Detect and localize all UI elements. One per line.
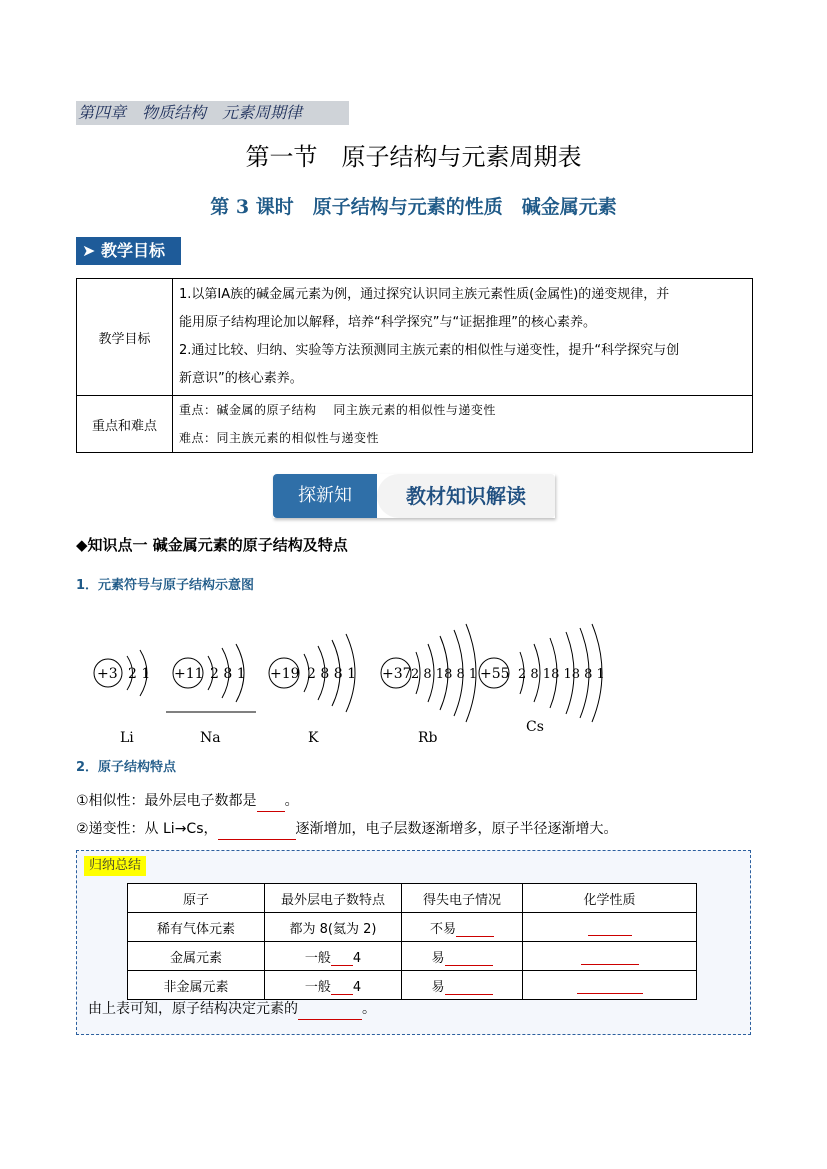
atom-k	[269, 634, 356, 746]
element-symbol: K	[308, 730, 319, 746]
feature-suffix: 4	[352, 979, 362, 995]
header-gain-loss: 得失电子情况	[402, 884, 523, 913]
conclusion-suffix: 。	[362, 1001, 376, 1017]
gradient-suffix: 逐渐增加，电子层数逐渐增多，原子半径逐渐增大。	[295, 821, 618, 837]
nucleus-charge: +37	[382, 666, 412, 682]
gain-loss-text: 易	[431, 950, 445, 966]
goals-label: 教学目标	[77, 279, 173, 396]
cell-feature	[265, 942, 402, 971]
cell-gain-loss	[402, 942, 523, 971]
gain-loss-text: 易	[431, 979, 445, 995]
nucleus-charge: +19	[270, 666, 300, 682]
answer-blank[interactable]	[298, 1003, 362, 1020]
similarity-prefix: ①相似性：最外层电子数都是	[76, 793, 257, 809]
header-feature: 最外层电子数特点	[265, 884, 402, 913]
knowledge-point-title: ◆知识点一 碱金属元素的原子结构及特点	[76, 536, 348, 554]
atom-rb	[381, 624, 477, 746]
cell-gain-loss	[402, 971, 523, 1000]
element-symbol: Rb	[418, 730, 438, 746]
nucleus-charge: +11	[174, 666, 204, 682]
nucleus-charge: +3	[97, 666, 118, 682]
element-symbol: Na	[200, 730, 221, 746]
answer-blank[interactable]	[445, 978, 493, 995]
objectives-table	[76, 278, 753, 453]
cell-atom: 稀有气体元素	[128, 913, 265, 942]
lesson-title: 第 3 课时 原子结构与元素的性质 碱金属元素	[210, 196, 617, 218]
atom-structure-diagram	[80, 618, 640, 758]
answer-blank[interactable]	[218, 823, 296, 840]
answer-blank[interactable]	[456, 920, 494, 937]
cell-atom: 非金属元素	[128, 971, 265, 1000]
difficulty-line: 难点：同主族元素的相似性与递变性	[179, 431, 380, 445]
feature-prefix: 一般	[304, 950, 331, 966]
electron-shells: 2 8 8 1	[307, 666, 356, 682]
goals-line: 新意识”的核心素养。	[179, 371, 303, 386]
banner-left-label: 探新知	[273, 474, 377, 518]
cell-feature: 都为 8(氦为 2)	[265, 913, 402, 942]
summary-conclusion	[88, 998, 376, 1020]
goals-line: 2.通过比较、归纳、实验等方法预测同主族元素的相似性与递变性，提升“科学探究与创	[179, 343, 680, 358]
cell-gain-loss	[402, 913, 523, 942]
gradient-statement	[76, 818, 618, 840]
key-points-content	[173, 396, 753, 453]
key-points-label: 重点和难点	[77, 396, 173, 453]
answer-blank[interactable]	[257, 795, 285, 812]
table-row	[128, 913, 697, 942]
objectives-badge: ➤ 教学目标	[76, 237, 181, 265]
cell-atom: 金属元素	[128, 942, 265, 971]
atom-cs	[479, 624, 605, 735]
goals-line: 1.以第ⅠA族的碱金属元素为例，通过探究认识同主族元素性质(金属性)的递变规律，并	[179, 287, 670, 302]
gradient-prefix: ②递变性：从 Li→Cs，	[76, 821, 218, 837]
goals-line: 能用原子结构理论加以解释，培养“科学探究”与“证据推理”的核心素养。	[179, 315, 596, 330]
answer-blank[interactable]	[331, 978, 353, 995]
section-title: 第一节 原子结构与元素周期表	[245, 143, 582, 171]
cell-property	[523, 913, 697, 942]
section-banner	[273, 474, 555, 518]
answer-blank[interactable]	[577, 977, 643, 994]
answer-blank[interactable]	[331, 949, 353, 966]
header-atom: 原子	[128, 884, 265, 913]
cell-property	[523, 971, 697, 1000]
feature-suffix: 4	[352, 950, 362, 966]
element-symbol: Cs	[526, 719, 544, 735]
summary-header-row	[128, 884, 697, 913]
cell-property	[523, 942, 697, 971]
chapter-heading: 第四章 物质结构 元素周期律	[76, 101, 349, 125]
electron-shells: 2 8 1	[210, 666, 246, 682]
element-symbol: Li	[120, 730, 134, 746]
subheading-structure-diagrams: 1．元素符号与原子结构示意图	[76, 578, 255, 593]
answer-blank[interactable]	[581, 948, 639, 965]
subheading-structure-features: 2．原子结构特点	[76, 760, 177, 775]
table-row	[128, 971, 697, 1000]
electron-shells: 2 1	[128, 666, 151, 682]
feature-prefix: 一般	[304, 979, 331, 995]
banner-right-label: 教材知识解读	[377, 474, 555, 518]
key-point-line: 重点：碱金属的原子结构 同主族元素的相似性与递变性	[179, 403, 496, 417]
cell-feature	[265, 971, 402, 1000]
electron-shells: 2 8 18 8 1	[411, 667, 478, 682]
answer-blank[interactable]	[445, 949, 493, 966]
nucleus-charge: +55	[480, 666, 510, 682]
answer-blank[interactable]	[588, 919, 632, 936]
objectives-row-goals	[77, 279, 753, 396]
atom-li	[94, 650, 150, 746]
header-property: 化学性质	[523, 884, 697, 913]
goals-content	[173, 279, 753, 396]
atom-na	[166, 644, 256, 746]
conclusion-prefix: 由上表可知，原子结构决定元素的	[88, 1001, 298, 1017]
similarity-suffix: 。	[284, 793, 299, 809]
table-row	[128, 942, 697, 971]
objectives-row-key-points	[77, 396, 753, 453]
electron-shells: 2 8 18 18 8 1	[518, 667, 605, 682]
summary-table	[127, 883, 697, 1000]
similarity-statement	[76, 790, 299, 812]
summary-tag: 归纳总结	[84, 856, 146, 876]
gain-loss-text: 不易	[429, 921, 456, 937]
